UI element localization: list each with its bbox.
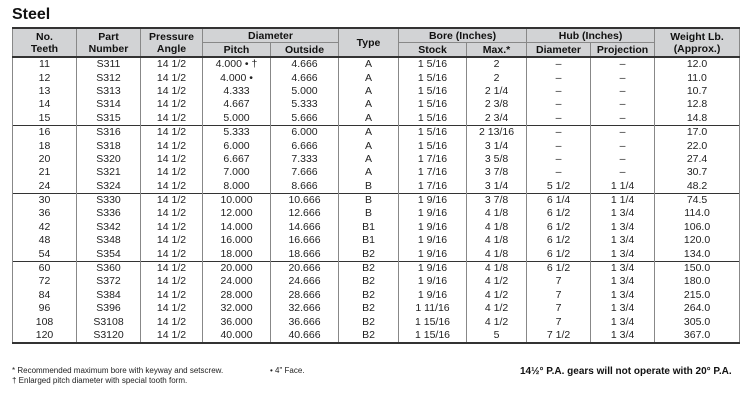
cell-pitch: 4.333 [203, 85, 271, 98]
cell-bore-max: 4 1/2 [467, 275, 527, 288]
cell-bore-stock: 1 5/16 [399, 71, 467, 84]
cell-bore-max: 4 1/8 [467, 221, 527, 234]
header-weight: Weight Lb. (Approx.) [655, 28, 740, 57]
cell-bore-max: 3 5/8 [467, 153, 527, 166]
cell-bore-max: 4 1/8 [467, 247, 527, 261]
cell-hub-diameter: 5 1/2 [527, 180, 591, 194]
cell-part-number: S316 [77, 125, 141, 139]
cell-outside: 20.666 [271, 261, 339, 275]
cell-bore-stock: 1 5/16 [399, 125, 467, 139]
cell-pitch: 14.000 [203, 221, 271, 234]
cell-weight: 17.0 [655, 125, 740, 139]
header-pressure-angle: Pressure Angle [141, 28, 203, 57]
cell-hub-projection: 1 3/4 [591, 261, 655, 275]
cell-pressure-angle: 14 1/2 [141, 85, 203, 98]
cell-hub-diameter: – [527, 166, 591, 179]
cell-hub-diameter: 7 [527, 289, 591, 302]
cell-type: A [339, 125, 399, 139]
cell-weight: 14.8 [655, 112, 740, 126]
cell-no-teeth: 14 [13, 98, 77, 111]
table-row [13, 315, 740, 328]
cell-hub-projection: 1 3/4 [591, 221, 655, 234]
cell-weight: 215.0 [655, 289, 740, 302]
cell-hub-projection: 1 3/4 [591, 302, 655, 315]
cell-outside: 10.666 [271, 193, 339, 207]
cell-hub-projection: – [591, 71, 655, 84]
cell-part-number: S3120 [77, 329, 141, 343]
cell-type: A [339, 71, 399, 84]
header-outside: Outside [271, 43, 339, 58]
cell-pressure-angle: 14 1/2 [141, 139, 203, 152]
cell-bore-max: 4 1/2 [467, 289, 527, 302]
cell-bore-stock: 1 15/16 [399, 329, 467, 343]
cell-pitch: 12.000 [203, 207, 271, 220]
cell-weight: 74.5 [655, 193, 740, 207]
cell-outside: 8.666 [271, 180, 339, 194]
cell-part-number: S384 [77, 289, 141, 302]
cell-outside: 12.666 [271, 207, 339, 220]
cell-no-teeth: 12 [13, 71, 77, 84]
cell-pressure-angle: 14 1/2 [141, 261, 203, 275]
cell-no-teeth: 60 [13, 261, 77, 275]
cell-no-teeth: 42 [13, 221, 77, 234]
cell-part-number: S360 [77, 261, 141, 275]
footnote-recommended: * Recommended maximum bore with keyway and setscrew. [12, 366, 224, 375]
cell-bore-stock: 1 9/16 [399, 207, 467, 220]
cell-bore-max: 2 [467, 71, 527, 84]
cell-bore-max: 3 7/8 [467, 166, 527, 179]
cell-no-teeth: 120 [13, 329, 77, 343]
cell-no-teeth: 96 [13, 302, 77, 315]
cell-part-number: S396 [77, 302, 141, 315]
cell-pitch: 6.667 [203, 153, 271, 166]
table-row [13, 153, 740, 166]
cell-pitch: 20.000 [203, 261, 271, 275]
cell-hub-projection: – [591, 85, 655, 98]
cell-pitch: 4.000 • † [203, 57, 271, 71]
table-row [13, 139, 740, 152]
table-row [13, 180, 740, 194]
cell-outside: 32.666 [271, 302, 339, 315]
cell-weight: 11.0 [655, 71, 740, 84]
cell-no-teeth: 30 [13, 193, 77, 207]
cell-hub-diameter: 6 1/2 [527, 261, 591, 275]
cell-hub-diameter: 6 1/2 [527, 247, 591, 261]
cell-bore-stock: 1 9/16 [399, 193, 467, 207]
cell-no-teeth: 11 [13, 57, 77, 71]
table-row [13, 247, 740, 261]
cell-weight: 22.0 [655, 139, 740, 152]
cell-pitch: 5.333 [203, 125, 271, 139]
footnote-enlarged: † Enlarged pitch diameter with special tooth form. [12, 376, 188, 385]
cell-type: A [339, 153, 399, 166]
cell-part-number: S315 [77, 112, 141, 126]
cell-outside: 6.666 [271, 139, 339, 152]
cell-hub-projection: 1 1/4 [591, 193, 655, 207]
header-diameter: Diameter [203, 28, 339, 43]
cell-hub-projection: – [591, 153, 655, 166]
cell-pressure-angle: 14 1/2 [141, 166, 203, 179]
cell-part-number: S313 [77, 85, 141, 98]
pressure-angle-note: 14½° P.A. gears will not operate with 20° P.A. [520, 366, 732, 377]
header-hub: Hub (Inches) [527, 28, 655, 43]
cell-part-number: S336 [77, 207, 141, 220]
cell-pitch: 4.667 [203, 98, 271, 111]
cell-pressure-angle: 14 1/2 [141, 125, 203, 139]
cell-part-number: S330 [77, 193, 141, 207]
cell-bore-stock: 1 7/16 [399, 153, 467, 166]
cell-no-teeth: 48 [13, 234, 77, 247]
cell-bore-stock: 1 9/16 [399, 221, 467, 234]
cell-part-number: S372 [77, 275, 141, 288]
table-row [13, 71, 740, 84]
cell-pressure-angle: 14 1/2 [141, 234, 203, 247]
table-row [13, 289, 740, 302]
header-type: Type [339, 28, 399, 57]
table-row [13, 302, 740, 315]
cell-bore-stock: 1 9/16 [399, 247, 467, 261]
cell-weight: 27.4 [655, 153, 740, 166]
cell-bore-max: 3 1/4 [467, 139, 527, 152]
cell-part-number: S324 [77, 180, 141, 194]
header-no-teeth: No. Teeth [13, 28, 77, 57]
table-row [13, 275, 740, 288]
cell-part-number: S320 [77, 153, 141, 166]
cell-hub-diameter: – [527, 139, 591, 152]
cell-bore-stock: 1 5/16 [399, 85, 467, 98]
cell-outside: 4.666 [271, 57, 339, 71]
cell-type: B1 [339, 234, 399, 247]
cell-pressure-angle: 14 1/2 [141, 98, 203, 111]
cell-outside: 5.666 [271, 112, 339, 126]
cell-type: A [339, 57, 399, 71]
cell-outside: 5.000 [271, 85, 339, 98]
header-bore: Bore (Inches) [399, 28, 527, 43]
table-row [13, 98, 740, 111]
table-row [13, 234, 740, 247]
cell-bore-max: 2 3/4 [467, 112, 527, 126]
cell-no-teeth: 18 [13, 139, 77, 152]
cell-outside: 18.666 [271, 247, 339, 261]
cell-no-teeth: 20 [13, 153, 77, 166]
cell-hub-diameter: 6 1/2 [527, 207, 591, 220]
cell-weight: 305.0 [655, 315, 740, 328]
cell-pitch: 7.000 [203, 166, 271, 179]
cell-part-number: S3108 [77, 315, 141, 328]
cell-bore-max: 2 13/16 [467, 125, 527, 139]
cell-hub-projection: – [591, 112, 655, 126]
cell-pitch: 5.000 [203, 112, 271, 126]
cell-pressure-angle: 14 1/2 [141, 247, 203, 261]
cell-bore-stock: 1 7/16 [399, 166, 467, 179]
cell-hub-projection: – [591, 139, 655, 152]
cell-hub-projection: 1 3/4 [591, 207, 655, 220]
cell-part-number: S318 [77, 139, 141, 152]
cell-no-teeth: 84 [13, 289, 77, 302]
cell-hub-projection: 1 3/4 [591, 329, 655, 343]
cell-type: B2 [339, 302, 399, 315]
table-row [13, 193, 740, 207]
cell-bore-max: 2 1/4 [467, 85, 527, 98]
table-row [13, 207, 740, 220]
cell-hub-projection: – [591, 98, 655, 111]
cell-bore-stock: 1 9/16 [399, 275, 467, 288]
cell-pressure-angle: 14 1/2 [141, 180, 203, 194]
cell-pressure-angle: 14 1/2 [141, 57, 203, 71]
cell-no-teeth: 21 [13, 166, 77, 179]
cell-bore-stock: 1 5/16 [399, 98, 467, 111]
cell-pitch: 36.000 [203, 315, 271, 328]
table-row [13, 329, 740, 343]
cell-hub-diameter: 7 1/2 [527, 329, 591, 343]
cell-part-number: S354 [77, 247, 141, 261]
cell-type: B1 [339, 221, 399, 234]
cell-bore-stock: 1 5/16 [399, 57, 467, 71]
cell-weight: 134.0 [655, 247, 740, 261]
cell-pitch: 10.000 [203, 193, 271, 207]
cell-bore-max: 2 3/8 [467, 98, 527, 111]
cell-bore-stock: 1 9/16 [399, 234, 467, 247]
cell-hub-projection: 1 3/4 [591, 289, 655, 302]
cell-weight: 106.0 [655, 221, 740, 234]
cell-part-number: S342 [77, 221, 141, 234]
cell-outside: 24.666 [271, 275, 339, 288]
cell-hub-projection: – [591, 166, 655, 179]
cell-outside: 7.333 [271, 153, 339, 166]
cell-hub-diameter: 6 1/4 [527, 193, 591, 207]
cell-part-number: S321 [77, 166, 141, 179]
cell-pressure-angle: 14 1/2 [141, 315, 203, 328]
cell-bore-max: 2 [467, 57, 527, 71]
cell-hub-diameter: – [527, 71, 591, 84]
cell-bore-stock: 1 9/16 [399, 289, 467, 302]
cell-type: A [339, 139, 399, 152]
gear-spec-table [12, 27, 740, 344]
table-row [13, 261, 740, 275]
header-projection: Projection [591, 43, 655, 58]
cell-hub-diameter: 7 [527, 275, 591, 288]
cell-outside: 6.000 [271, 125, 339, 139]
cell-bore-stock: 1 15/16 [399, 315, 467, 328]
cell-type: B2 [339, 261, 399, 275]
cell-hub-projection: 1 3/4 [591, 234, 655, 247]
cell-bore-max: 4 1/8 [467, 261, 527, 275]
table-row [13, 221, 740, 234]
cell-type: B2 [339, 247, 399, 261]
cell-hub-diameter: – [527, 57, 591, 71]
cell-pressure-angle: 14 1/2 [141, 153, 203, 166]
cell-hub-diameter: – [527, 85, 591, 98]
cell-bore-max: 4 1/2 [467, 315, 527, 328]
cell-type: A [339, 85, 399, 98]
cell-weight: 114.0 [655, 207, 740, 220]
cell-hub-diameter: – [527, 98, 591, 111]
cell-part-number: S314 [77, 98, 141, 111]
cell-weight: 30.7 [655, 166, 740, 179]
cell-no-teeth: 24 [13, 180, 77, 194]
cell-outside: 16.666 [271, 234, 339, 247]
cell-bore-max: 4 1/8 [467, 234, 527, 247]
cell-hub-diameter: 7 [527, 302, 591, 315]
cell-pressure-angle: 14 1/2 [141, 302, 203, 315]
cell-pitch: 18.000 [203, 247, 271, 261]
table-row [13, 125, 740, 139]
cell-type: B2 [339, 315, 399, 328]
cell-type: B [339, 207, 399, 220]
cell-weight: 10.7 [655, 85, 740, 98]
cell-no-teeth: 72 [13, 275, 77, 288]
cell-no-teeth: 54 [13, 247, 77, 261]
table-row [13, 166, 740, 179]
page-title: Steel [12, 6, 51, 23]
cell-type: B2 [339, 289, 399, 302]
cell-pressure-angle: 14 1/2 [141, 329, 203, 343]
table-row [13, 112, 740, 126]
cell-pitch: 32.000 [203, 302, 271, 315]
cell-outside: 40.666 [271, 329, 339, 343]
cell-type: A [339, 166, 399, 179]
cell-pressure-angle: 14 1/2 [141, 221, 203, 234]
cell-pressure-angle: 14 1/2 [141, 289, 203, 302]
cell-hub-projection: 1 1/4 [591, 180, 655, 194]
cell-weight: 12.0 [655, 57, 740, 71]
cell-weight: 367.0 [655, 329, 740, 343]
cell-hub-projection: 1 3/4 [591, 275, 655, 288]
cell-weight: 264.0 [655, 302, 740, 315]
cell-pitch: 28.000 [203, 289, 271, 302]
cell-hub-projection: 1 3/4 [591, 247, 655, 261]
cell-bore-stock: 1 7/16 [399, 180, 467, 194]
cell-no-teeth: 108 [13, 315, 77, 328]
cell-hub-diameter: 6 1/2 [527, 221, 591, 234]
cell-hub-diameter: 7 [527, 315, 591, 328]
cell-bore-stock: 1 11/16 [399, 302, 467, 315]
table-row [13, 57, 740, 71]
header-max: Max.* [467, 43, 527, 58]
cell-bore-max: 3 7/8 [467, 193, 527, 207]
cell-pitch: 16.000 [203, 234, 271, 247]
cell-outside: 14.666 [271, 221, 339, 234]
cell-type: A [339, 98, 399, 111]
cell-pitch: 6.000 [203, 139, 271, 152]
cell-outside: 28.666 [271, 289, 339, 302]
header-pitch: Pitch [203, 43, 271, 58]
cell-outside: 5.333 [271, 98, 339, 111]
cell-bore-max: 4 1/2 [467, 302, 527, 315]
cell-pitch: 40.000 [203, 329, 271, 343]
cell-part-number: S348 [77, 234, 141, 247]
cell-pitch: 24.000 [203, 275, 271, 288]
cell-bore-stock: 1 5/16 [399, 139, 467, 152]
footnote-face: • 4" Face. [270, 366, 305, 375]
cell-bore-max: 3 1/4 [467, 180, 527, 194]
header-stock: Stock [399, 43, 467, 58]
cell-type: B [339, 193, 399, 207]
cell-weight: 180.0 [655, 275, 740, 288]
cell-hub-projection: 1 3/4 [591, 315, 655, 328]
cell-no-teeth: 15 [13, 112, 77, 126]
cell-weight: 120.0 [655, 234, 740, 247]
cell-type: B2 [339, 275, 399, 288]
cell-type: A [339, 112, 399, 126]
cell-type: B2 [339, 329, 399, 343]
cell-outside: 4.666 [271, 71, 339, 84]
cell-no-teeth: 16 [13, 125, 77, 139]
header-part-number: Part Number [77, 28, 141, 57]
cell-hub-projection: – [591, 125, 655, 139]
cell-no-teeth: 13 [13, 85, 77, 98]
cell-pressure-angle: 14 1/2 [141, 275, 203, 288]
cell-hub-diameter: 6 1/2 [527, 234, 591, 247]
cell-bore-stock: 1 5/16 [399, 112, 467, 126]
cell-bore-max: 5 [467, 329, 527, 343]
cell-bore-max: 4 1/8 [467, 207, 527, 220]
cell-hub-diameter: – [527, 153, 591, 166]
cell-pitch: 8.000 [203, 180, 271, 194]
cell-pressure-angle: 14 1/2 [141, 193, 203, 207]
cell-pressure-angle: 14 1/2 [141, 207, 203, 220]
cell-no-teeth: 36 [13, 207, 77, 220]
cell-weight: 48.2 [655, 180, 740, 194]
cell-part-number: S311 [77, 57, 141, 71]
cell-weight: 150.0 [655, 261, 740, 275]
cell-hub-projection: – [591, 57, 655, 71]
cell-part-number: S312 [77, 71, 141, 84]
header-hub-diameter: Diameter [527, 43, 591, 58]
cell-pitch: 4.000 • [203, 71, 271, 84]
cell-type: B [339, 180, 399, 194]
cell-pressure-angle: 14 1/2 [141, 71, 203, 84]
cell-bore-stock: 1 9/16 [399, 261, 467, 275]
cell-outside: 36.666 [271, 315, 339, 328]
cell-pressure-angle: 14 1/2 [141, 112, 203, 126]
cell-hub-diameter: – [527, 125, 591, 139]
cell-weight: 12.8 [655, 98, 740, 111]
cell-hub-diameter: – [527, 112, 591, 126]
cell-outside: 7.666 [271, 166, 339, 179]
table-row [13, 85, 740, 98]
